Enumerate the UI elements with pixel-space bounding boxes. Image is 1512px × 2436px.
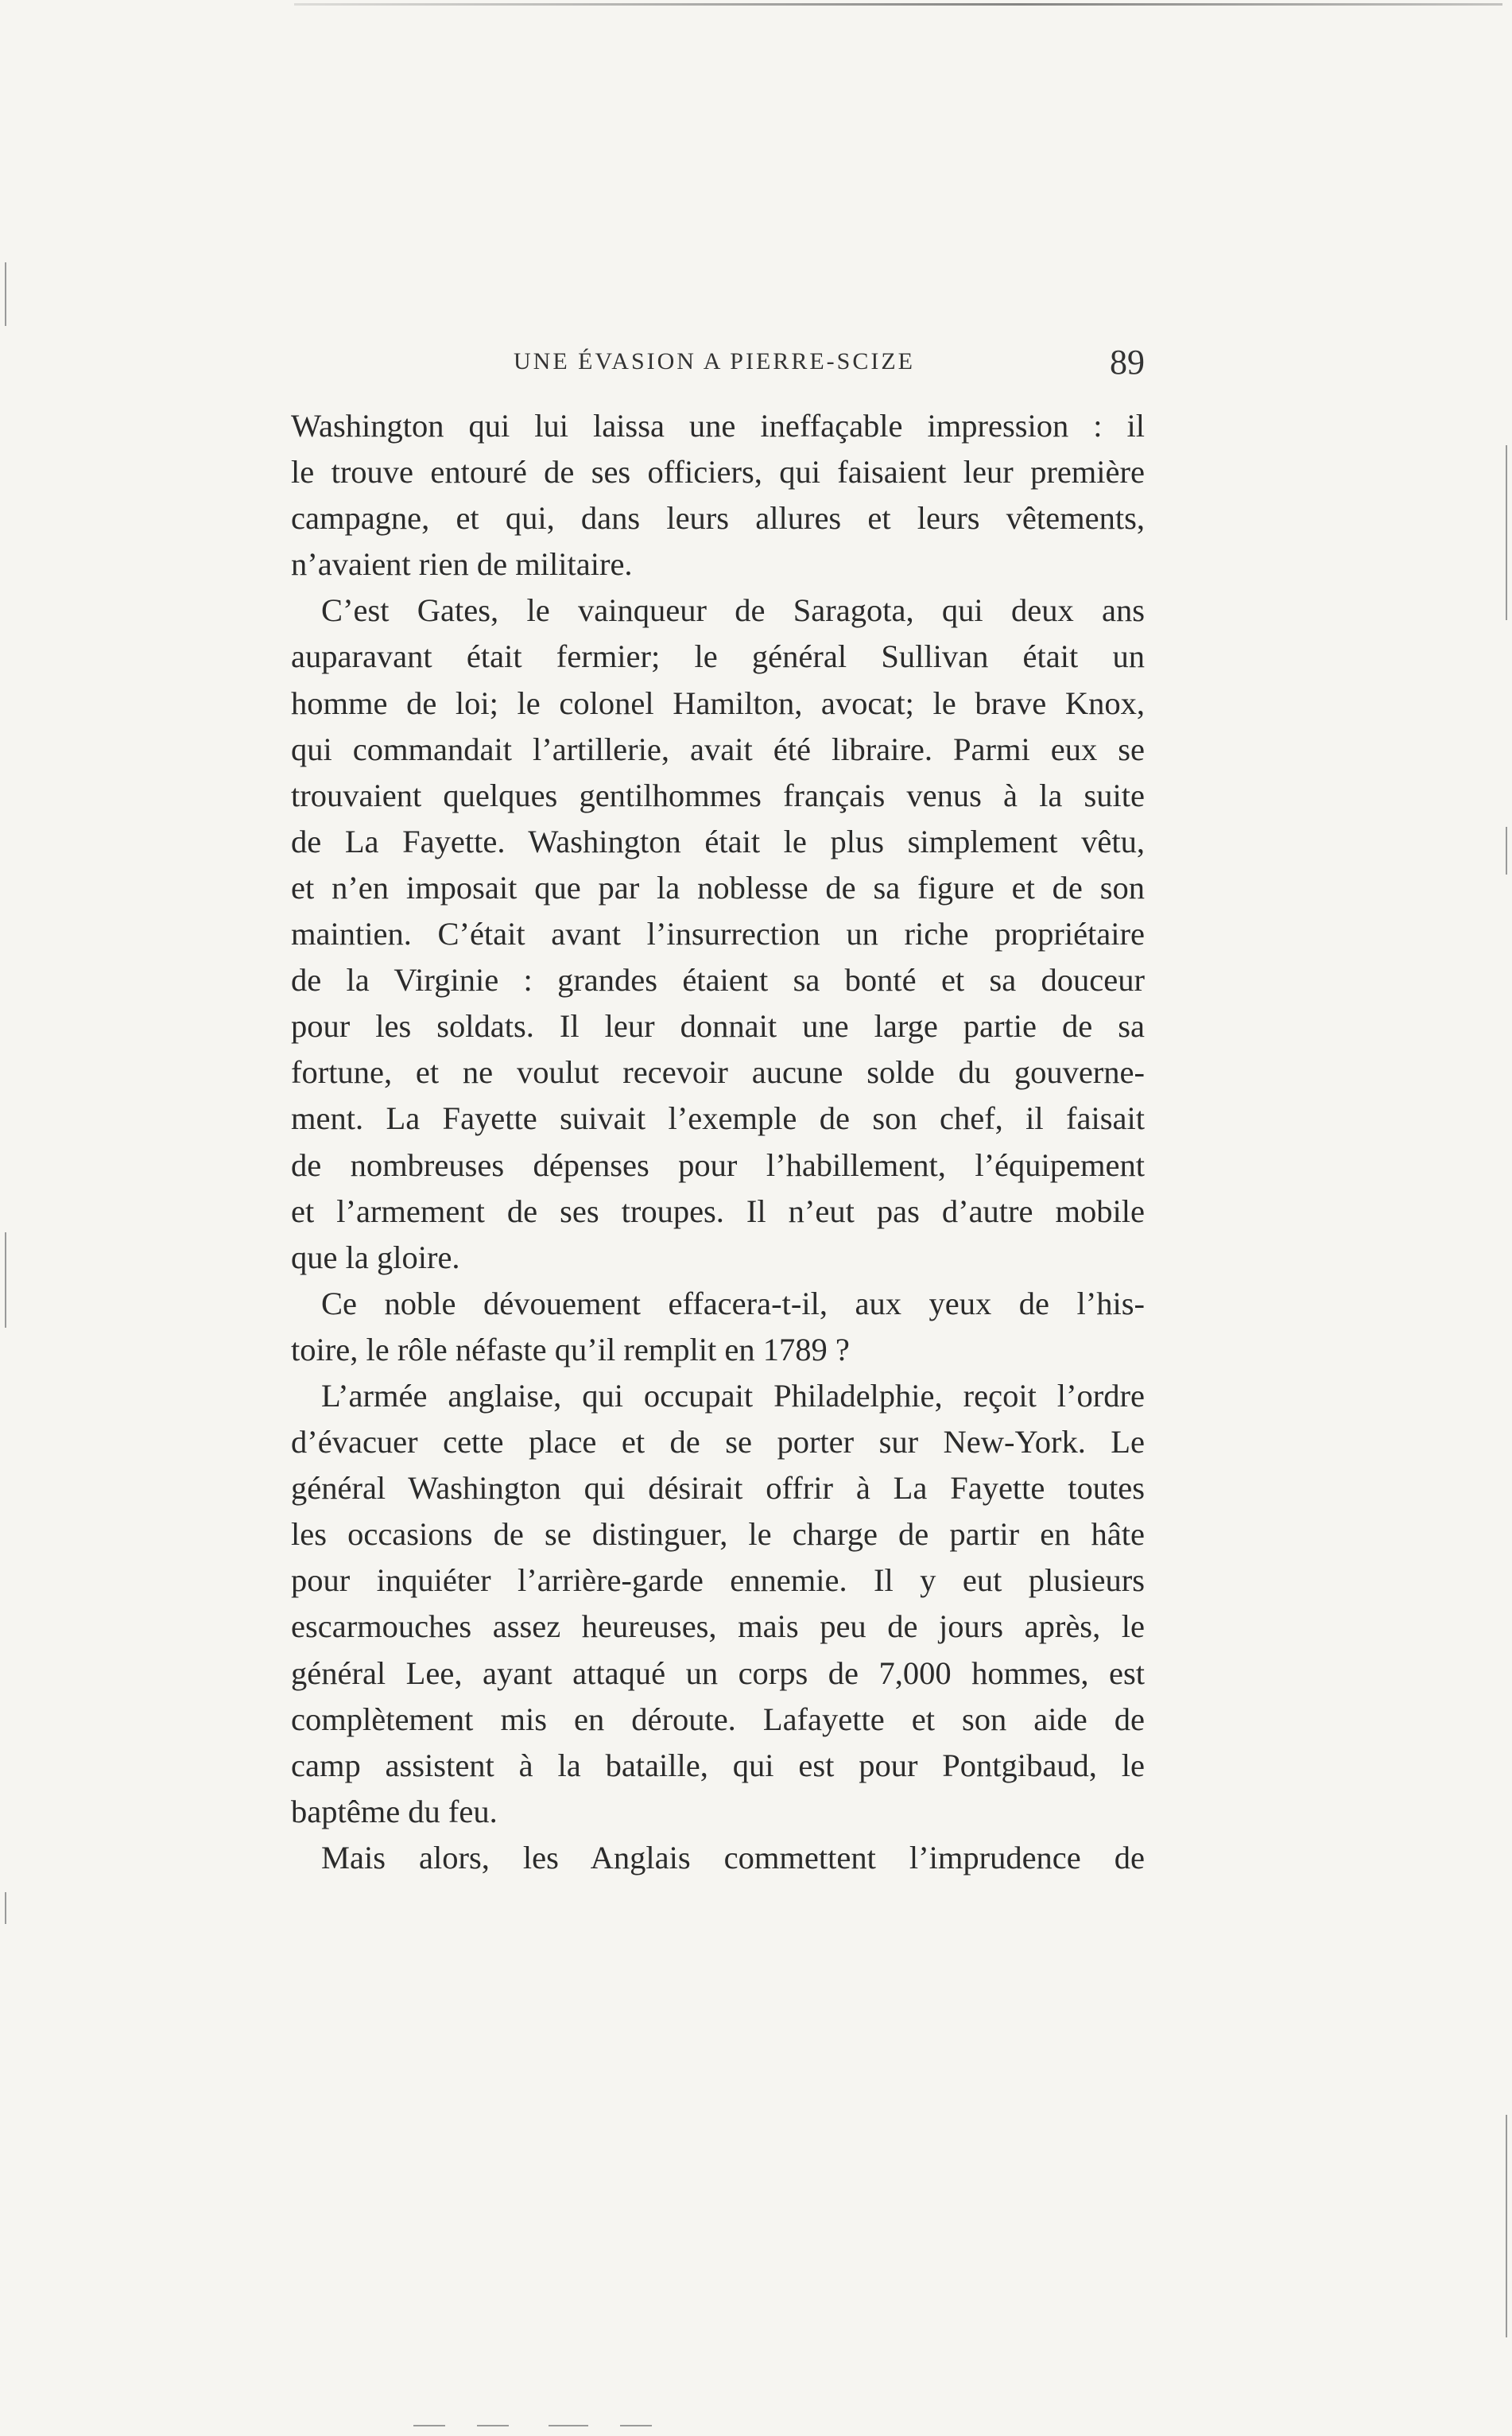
running-title: UNE ÉVASION A PIERRE-SCIZE [514, 348, 915, 374]
text-line: de la Virginie : grandes étaient sa bonté et sa douceur [291, 962, 1145, 999]
text-line: de La Fayette. Washington était le plus simplement vêtu, [291, 823, 1145, 859]
text-line: les occasions de se distinguer, le charge de partir en hâte [291, 1516, 1145, 1553]
bottom-scan-mark [549, 2425, 588, 2426]
text-line: et n’en imposait que par la noblesse de sa figure et de son [291, 869, 1145, 906]
text-line: fortune, et ne voulut recevoir aucune solde du gouverne- [291, 1054, 1145, 1091]
body-text [291, 403, 1145, 1881]
left-edge-mark [5, 1892, 6, 1924]
text-line: baptême du feu. [291, 1793, 498, 1829]
bottom-scan-mark [620, 2425, 652, 2426]
text-line: camp assistent à la bataille, qui est pour Pontgibaud, le [291, 1747, 1145, 1783]
right-edge-mark [1506, 2115, 1507, 2337]
bottom-scan-mark [477, 2425, 509, 2426]
right-edge-mark [1506, 445, 1507, 620]
bottom-scan-mark [413, 2425, 445, 2426]
text-line: ment. La Fayette suivait l’exemple de son chef, il faisait [291, 1100, 1145, 1137]
text-line: escarmouches assez heureuses, mais peu de jours après, le [291, 1608, 1145, 1645]
text-line: d’évacuer cette place et de se porter sur New-York. Le [291, 1424, 1145, 1460]
page-number: 89 [1110, 343, 1145, 382]
text-line: qui commandait l’artillerie, avait été libraire. Parmi eux se [291, 731, 1145, 767]
text-line: Washington qui lui laissa une ineffaçable impression : il [291, 408, 1145, 444]
text-line: n’avaient rien de militaire. [291, 546, 633, 583]
text-line: Mais alors, les Anglais commettent l’imprudence de [321, 1839, 1145, 1875]
text-line: le trouve entouré de ses officiers, qui faisaient leur première [291, 454, 1145, 491]
top-scan-rule [294, 3, 1502, 6]
text-line: Ce noble dévouement effacera-t-il, aux yeux de l’his- [321, 1285, 1145, 1321]
text-line: général Washington qui désirait offrir à La Fayette toutes [291, 1470, 1145, 1507]
text-line: toire, le rôle néfaste qu’il remplit en 1789 ? [291, 1331, 850, 1367]
text-line: L’armée anglaise, qui occupait Philadelphie, reçoit l’ordre [321, 1377, 1145, 1414]
text-line: auparavant était fermier; le général Sullivan était un [291, 638, 1145, 675]
left-edge-mark [5, 262, 6, 326]
text-line: et l’armement de ses troupes. Il n’eut pas d’autre mobile [291, 1193, 1145, 1229]
text-line: pour les soldats. Il leur donnait une large partie de sa [291, 1008, 1145, 1045]
text-line: que la gloire. [291, 1239, 460, 1275]
text-line: campagne, et qui, dans leurs allures et leurs vêtements, [291, 500, 1145, 537]
text-line: trouvaient quelques gentilhommes français venus à la suite [291, 777, 1145, 813]
right-edge-mark [1506, 827, 1507, 875]
text-line: homme de loi; le colonel Hamilton, avocat; le brave Knox, [291, 685, 1145, 721]
text-line: maintien. C’était avant l’insurrection un riche propriétaire [291, 916, 1145, 952]
left-edge-mark [5, 1232, 6, 1328]
text-line: complètement mis en déroute. Lafayette et son aide de [291, 1701, 1145, 1737]
page-header [291, 342, 1145, 390]
text-line: C’est Gates, le vainqueur de Saragota, qui deux ans [321, 592, 1145, 629]
text-line: pour inquiéter l’arrière-garde ennemie. Il y eut plusieurs [291, 1562, 1145, 1599]
text-line: de nombreuses dépenses pour l’habillement, l’équipement [291, 1146, 1145, 1183]
text-line: général Lee, ayant attaqué un corps de 7,000 hommes, est [291, 1654, 1145, 1691]
